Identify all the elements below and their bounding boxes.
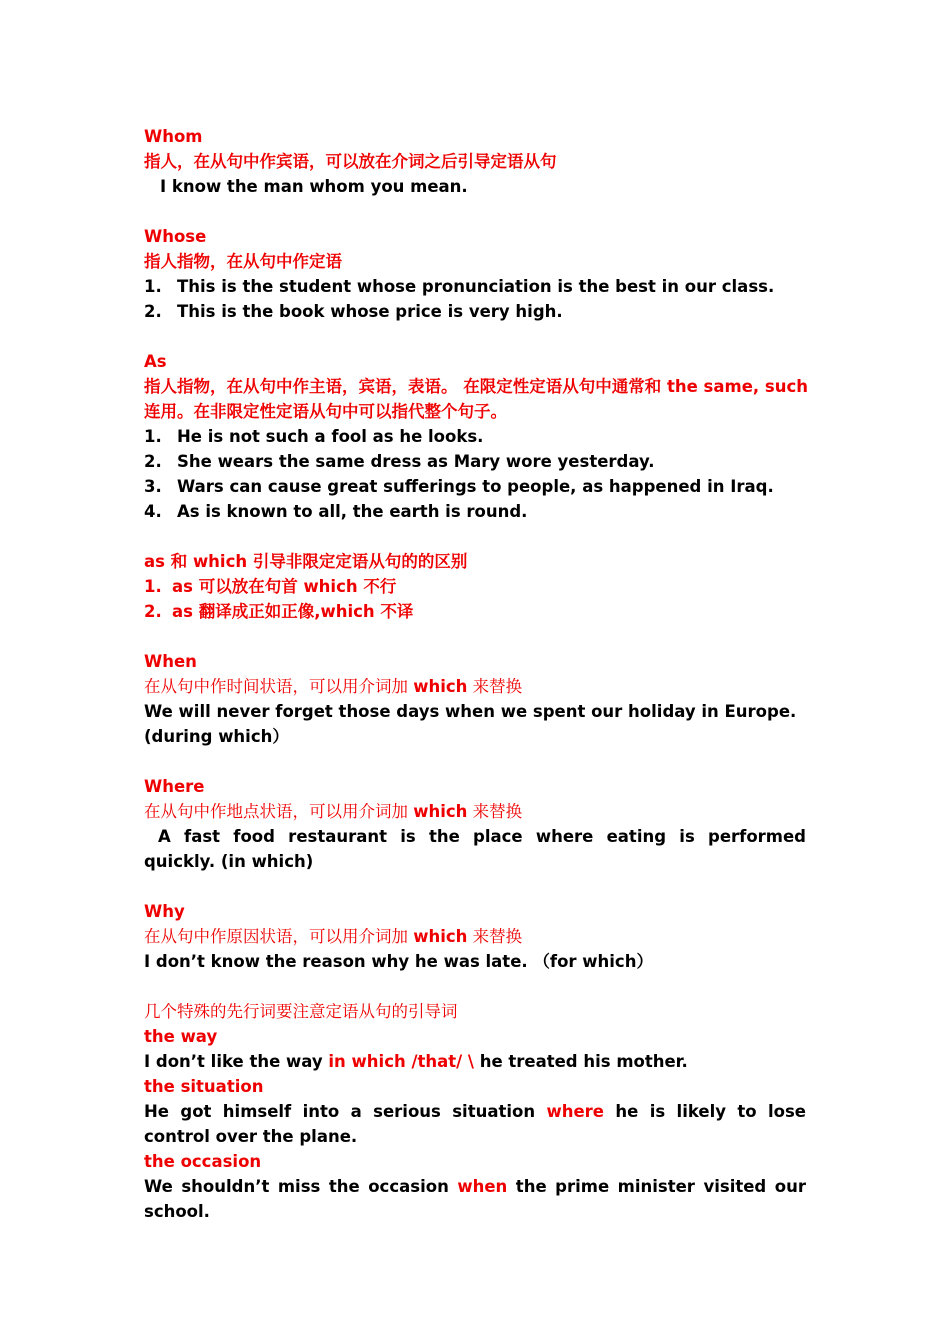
whose-example-1: [144, 274, 806, 299]
which-keyword: which: [413, 927, 468, 946]
as-which-point-1: [144, 574, 806, 599]
where-example-line-2: quickly. (in which): [144, 852, 314, 871]
example-text: he treated his mother.: [473, 1052, 688, 1071]
list-number: 2.: [144, 602, 162, 621]
where-example-line-1: A fast food restaurant is the place where eating is performed: [158, 827, 806, 846]
why-example: I don’t know the reason why he was late. （for which）: [144, 952, 653, 971]
as-description-line-1: 指人指物，在从句中作主语，宾语，表语。 在限定性定语从句中通常和 the same, such: [144, 377, 809, 396]
point-text: as 可以放在句首 which 不行: [172, 577, 397, 596]
desc-text: 在从句中作时间状语，可以用介词加: [144, 677, 414, 696]
desc-text: 在从句中作原因状语，可以用介词加: [144, 927, 414, 946]
example-text: This is the book whose price is very high.: [177, 302, 563, 321]
as-example-1: [144, 424, 806, 449]
highlight-text: where: [546, 1102, 604, 1121]
when-example-line-2: (during which）: [144, 727, 289, 746]
as-which-heading: as 和 which 引导非限定定语从句的的区别: [144, 552, 468, 571]
as-heading: As: [144, 352, 167, 371]
when-description: [144, 674, 806, 699]
highlight-text: in which /that/ \: [328, 1052, 474, 1071]
list-number: 2.: [144, 452, 162, 471]
when-example-line-1: We will never forget those days when we spent our holiday in Europe.: [144, 702, 797, 721]
example-text: He is not such a fool as he looks.: [177, 427, 484, 446]
whom-example: I know the man whom you mean.: [160, 177, 468, 196]
where-heading: Where: [144, 777, 205, 796]
highlight-text: when: [457, 1177, 508, 1196]
the-situation-example-line-1: [144, 1099, 806, 1124]
as-description-line-2: 连用。在非限定性定语从句中可以指代整个句子。: [144, 402, 507, 421]
list-number: 3.: [144, 477, 162, 496]
why-heading: Why: [144, 902, 185, 921]
the-occasion-example-line-1: [144, 1174, 806, 1199]
whose-heading: Whose: [144, 227, 207, 246]
why-description: [144, 924, 806, 949]
which-keyword: which: [413, 802, 468, 821]
list-number: 1.: [144, 427, 162, 446]
whom-description: 指人，在从句中作宾语，可以放在介词之后引导定语从句: [144, 152, 557, 171]
as-example-3: [144, 474, 806, 499]
the-way-label: the way: [144, 1027, 218, 1046]
point-text: as 翻译成正如正像,which 不译: [172, 602, 414, 621]
list-number: 1.: [144, 277, 162, 296]
example-text: I don’t like the way: [144, 1052, 329, 1071]
the-situation-example-line-2: control over the plane.: [144, 1127, 358, 1146]
list-number: 4.: [144, 502, 162, 521]
when-heading: When: [144, 652, 197, 671]
as-which-point-2: [144, 599, 806, 624]
desc-text: 来替换: [467, 677, 523, 696]
example-text: She wears the same dress as Mary wore yesterday.: [177, 452, 655, 471]
desc-text: 来替换: [467, 802, 523, 821]
special-heading: 几个特殊的先行词要注意定语从句的引导词: [144, 1002, 458, 1021]
example-text: Wars can cause great sufferings to people, as happened in Iraq.: [177, 477, 774, 496]
whose-description: 指人指物，在从句中作定语: [144, 252, 342, 271]
the-way-example: [144, 1049, 806, 1074]
list-number: 1.: [144, 577, 162, 596]
the-occasion-label: the occasion: [144, 1152, 262, 1171]
as-example-2: [144, 449, 806, 474]
example-text: This is the student whose pronunciation is the best in our class.: [177, 277, 775, 296]
example-text: As is known to all, the earth is round.: [177, 502, 528, 521]
document-page: [144, 124, 809, 1224]
which-keyword: which: [413, 677, 468, 696]
list-number: 2.: [144, 302, 162, 321]
whose-example-2: [144, 299, 806, 324]
whom-heading: Whom: [144, 127, 203, 146]
example-text: he is likely to lose: [604, 1102, 806, 1121]
example-text: He got himself into a serious situation: [144, 1102, 547, 1121]
desc-text: 在从句中作地点状语，可以用介词加: [144, 802, 414, 821]
the-situation-label: the situation: [144, 1077, 264, 1096]
as-example-4: [144, 499, 806, 524]
example-text: We shouldn’t miss the occasion: [144, 1177, 458, 1196]
where-description: [144, 799, 806, 824]
the-occasion-example-line-2: school.: [144, 1202, 210, 1221]
desc-text: 来替换: [467, 927, 523, 946]
example-text: the prime minister visited our: [507, 1177, 806, 1196]
